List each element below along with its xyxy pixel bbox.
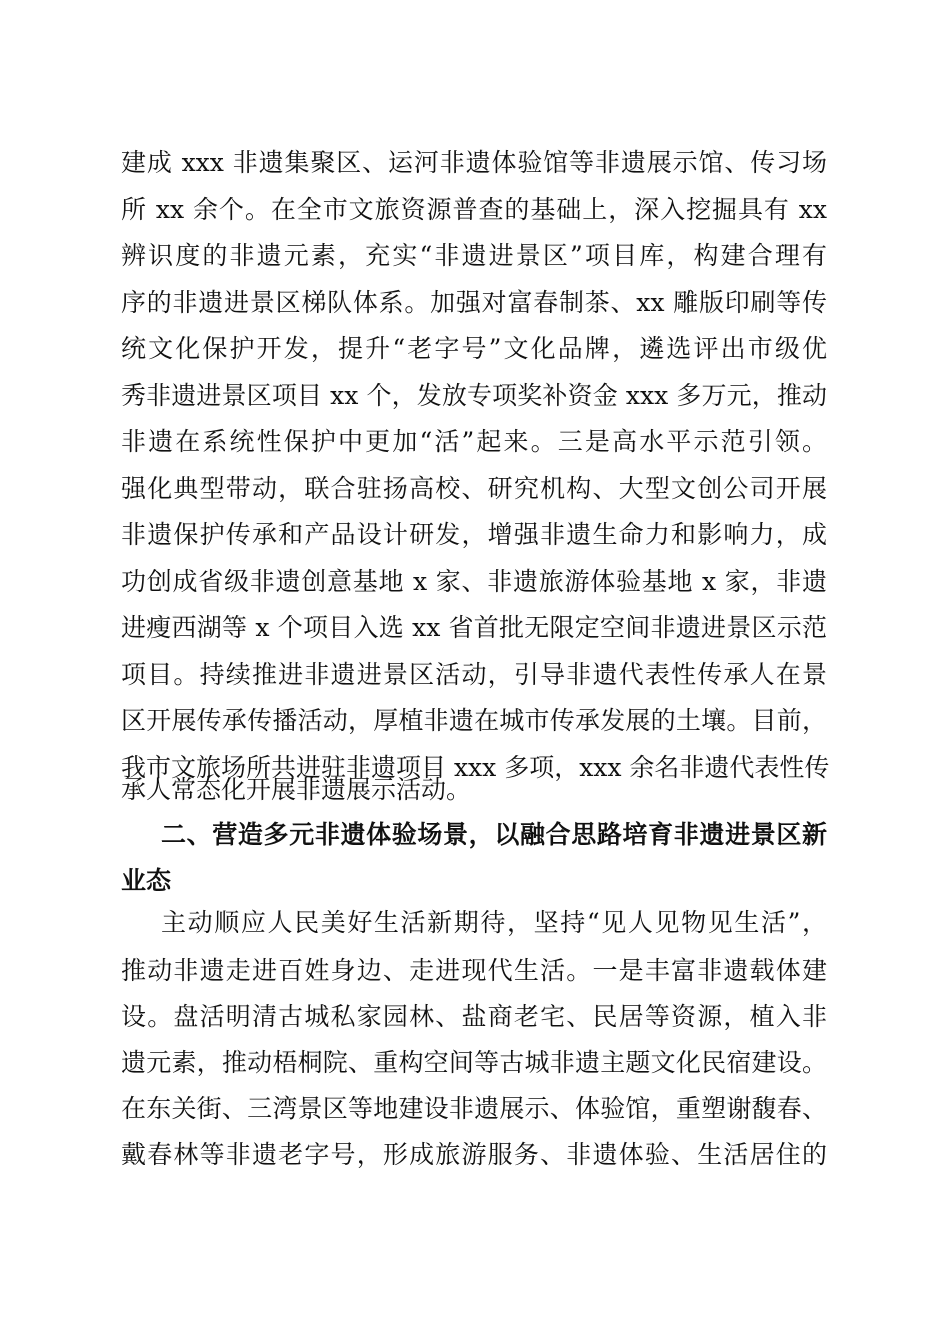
text-line: 建成 xxx 非遗集聚区、运河非遗体验馆等非遗展示馆、传习场 (121, 148, 827, 177)
text-line: 秀非遗进景区项目 xx 个，发放专项奖补资金 xxx 多万元，推动 (121, 381, 827, 410)
text-line: 非遗在系统性保护中更加“活”起来。三是高水平示范引领。 (121, 427, 827, 456)
text-line: 所 xx 余个。在全市文旅资源普查的基础上，深入挖掘具有 xx (121, 195, 827, 224)
text-line: 遗元素，推动梧桐院、重构空间等古城非遗主题文化民宿建设。 (121, 1048, 827, 1077)
text-line: 功创成省级非遗创意基地 x 家、非遗旅游体验基地 x 家，非遗 (121, 567, 827, 596)
text-line: 进瘦西湖等 x 个项目入选 xx 省首批无限定空间非遗进景区示范 (121, 613, 827, 642)
text-line: 设。盘活明清古城私家园林、盐商老宅、民居等资源，植入非 (121, 1002, 827, 1031)
text-line: 推动非遗走进百姓身边、走进现代生活。一是丰富非遗载体建 (121, 956, 827, 985)
text-line: 序的非遗进景区梯队体系。加强对富春制茶、xx 雕版印刷等传 (121, 288, 827, 317)
text-line-last: 承人常态化开展非遗展示活动。 (121, 775, 472, 804)
text-line: 在东关街、三湾景区等地建设非遗展示、体验馆，重塑谢馥春、 (121, 1094, 827, 1123)
text-line: 辨识度的非遗元素，充实“非遗进景区”项目库，构建合理有 (121, 241, 827, 270)
text-line: 戴春林等非遗老字号，形成旅游服务、非遗体验、生活居住的 (121, 1140, 827, 1169)
text-line: 统文化保护开发，提升“老字号”文化品牌，遴选评出市级优 (121, 334, 827, 363)
text-line: 我市文旅场所共进驻非遗项目 xxx 多项，xxx 余名非遗代表性传 (121, 753, 830, 782)
text-line-first: 主动顺应人民美好生活新期待，坚持“见人见物见生活”， (161, 908, 827, 937)
text-line: 强化典型带动，联合驻扬高校、研究机构、大型文创公司开展 (121, 474, 827, 503)
heading-line-last: 业态 (121, 866, 172, 895)
heading-line: 二、营造多元非遗体验场景，以融合思路培育非遗进景区新 (161, 820, 827, 849)
text-line: 区开展传承传播活动，厚植非遗在城市传承发展的土壤。目前， (121, 706, 827, 735)
text-line: 非遗保护传承和产品设计研发，增强非遗生命力和影响力，成 (121, 520, 827, 549)
text-line: 项目。持续推进非遗进景区活动，引导非遗代表性传承人在景 (121, 660, 827, 689)
